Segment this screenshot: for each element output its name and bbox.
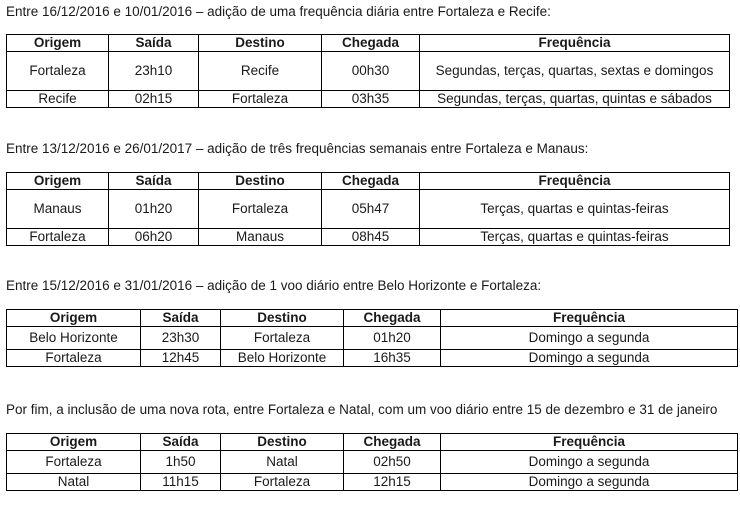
header-frequencia: Frequência [441,310,738,327]
table-row [7,52,730,91]
header-origem: Origem [7,310,141,327]
schedule-table-1 [6,34,730,108]
cell-chegada: 01h20 [344,327,441,350]
cell-origem: Natal [7,474,141,491]
table-header-row [7,310,738,327]
schedule-table-4 [6,433,738,491]
cell-destino: Fortaleza [221,327,344,350]
cell-destino: Belo Horizonte [221,350,344,367]
header-origem: Origem [7,434,141,451]
cell-frequencia: Segundas, terças, quartas, sextas e domingos [420,52,730,91]
cell-frequencia: Terças, quartas e quintas-feiras [420,190,730,229]
header-saida: Saída [141,310,221,327]
table-row [7,327,738,350]
table-row [7,229,730,246]
cell-origem: Fortaleza [7,451,141,474]
table-row [7,190,730,229]
cell-frequencia: Terças, quartas e quintas-feiras [420,229,730,246]
section-2-heading: Entre 13/12/2016 e 26/01/2017 – adição de três frequências semanais entre Fortaleza e Manaus: [6,141,589,156]
table-row [7,474,738,491]
table-header-row [7,35,730,52]
cell-origem: Belo Horizonte [7,327,141,350]
header-saida: Saída [141,434,221,451]
section-3-heading: Entre 15/12/2016 e 31/01/2016 – adição de 1 voo diário entre Belo Horizonte e Fortaleza: [6,278,542,293]
cell-destino: Manaus [199,229,322,246]
cell-destino: Fortaleza [199,190,322,229]
cell-saida: 12h45 [141,350,221,367]
cell-destino: Fortaleza [221,474,344,491]
header-destino: Destino [221,310,344,327]
schedule-table-2 [6,172,730,246]
header-destino: Destino [199,173,322,190]
cell-frequencia: Domingo a segunda [441,350,738,367]
cell-frequencia: Domingo a segunda [441,327,738,350]
cell-origem: Fortaleza [7,229,109,246]
cell-chegada: 12h15 [344,474,441,491]
cell-origem: Fortaleza [7,350,141,367]
cell-saida: 01h20 [109,190,199,229]
schedule-table-3 [6,309,738,367]
header-frequencia: Frequência [420,173,730,190]
table-row [7,451,738,474]
header-chegada: Chegada [322,35,420,52]
cell-destino: Recife [199,52,322,91]
cell-origem: Recife [7,91,109,108]
cell-destino: Fortaleza [199,91,322,108]
cell-saida: 23h10 [109,52,199,91]
header-origem: Origem [7,173,109,190]
header-chegada: Chegada [344,310,441,327]
section-4-heading: Por fim, a inclusão de uma nova rota, entre Fortaleza e Natal, com um voo diário entre 15 de dezembro e 31 de janeiro [6,402,718,417]
header-chegada: Chegada [322,173,420,190]
table-row [7,91,730,108]
table-row [7,350,738,367]
cell-chegada: 08h45 [322,229,420,246]
cell-origem: Manaus [7,190,109,229]
cell-chegada: 03h35 [322,91,420,108]
header-origem: Origem [7,35,109,52]
cell-chegada: 05h47 [322,190,420,229]
cell-chegada: 16h35 [344,350,441,367]
cell-saida: 06h20 [109,229,199,246]
cell-chegada: 00h30 [322,52,420,91]
cell-saida: 02h15 [109,91,199,108]
cell-saida: 1h50 [141,451,221,474]
header-destino: Destino [221,434,344,451]
table-header-row [7,434,738,451]
cell-saida: 11h15 [141,474,221,491]
cell-destino: Natal [221,451,344,474]
header-chegada: Chegada [344,434,441,451]
table-header-row [7,173,730,190]
cell-origem: Fortaleza [7,52,109,91]
header-destino: Destino [199,35,322,52]
header-frequencia: Frequência [441,434,738,451]
header-saida: Saída [109,35,199,52]
header-saida: Saída [109,173,199,190]
cell-saida: 23h30 [141,327,221,350]
cell-frequencia: Segundas, terças, quartas, quintas e sábados [420,91,730,108]
cell-frequencia: Domingo a segunda [441,474,738,491]
cell-chegada: 02h50 [344,451,441,474]
section-1-heading: Entre 16/12/2016 e 10/01/2016 – adição de uma frequência diária entre Fortaleza e Recife: [6,4,551,19]
cell-frequencia: Domingo a segunda [441,451,738,474]
header-frequencia: Frequência [420,35,730,52]
